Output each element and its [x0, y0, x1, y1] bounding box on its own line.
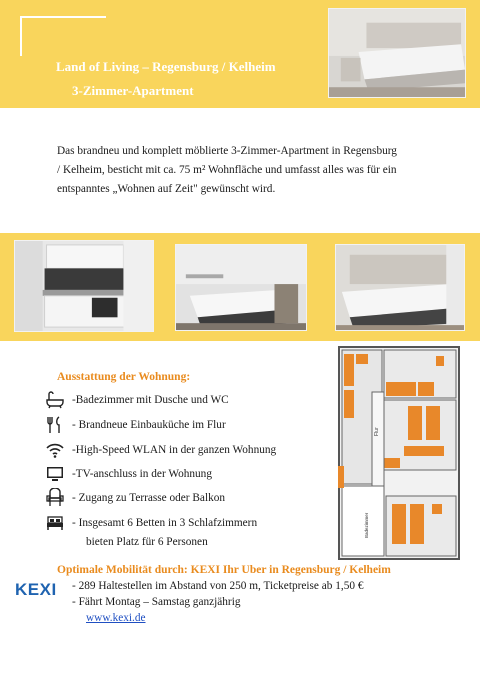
- bedroom-photo-double-bed: [335, 244, 465, 331]
- kitchen-photo: [14, 240, 154, 332]
- amenity-text: -TV-anschluss in der Wohnung: [72, 468, 212, 480]
- chair-icon: [44, 487, 66, 509]
- floorplan-label-flur: Flur: [374, 427, 380, 436]
- floorplan-label-bad: Badezimmer: [364, 512, 369, 538]
- amenity-beds: [44, 512, 257, 534]
- mobility-heading: Optimale Mobilität durch: KEXI Ihr Uber in Regensburg / Kelheim: [57, 564, 391, 576]
- amenity-text: - Zugang zu Terrasse oder Balkon: [72, 492, 226, 504]
- cutlery-icon: [44, 414, 66, 436]
- bedroom-photo-header: [328, 8, 466, 98]
- page-title: Land of Living – Regensburg / Kelheim: [56, 59, 276, 74]
- tv-icon: [44, 463, 66, 485]
- kexi-website-link[interactable]: www.kexi.de: [86, 612, 146, 624]
- amenity-tv: [44, 463, 212, 485]
- amenity-text: - Insgesamt 6 Betten in 3 Schlafzimmern: [72, 517, 258, 529]
- intro-text: Das brandneu und komplett möblierte 3-Zimmer-Apartment in Regensburg / Kelheim, besticht mit ca. 75 m² Wohnfläche und umfasst alles was für ein entspanntes „Wohnen auf Zeit" gewünscht wird.: [57, 145, 397, 195]
- amenity-beds-continuation: bieten Platz für 6 Personen: [86, 536, 208, 548]
- bedroom-photo-single-beds: [175, 244, 307, 331]
- floor-plan: [338, 346, 460, 560]
- amenity-wifi: [44, 439, 276, 461]
- amenity-bathroom: [44, 389, 229, 411]
- amenities-heading: Ausstattung der Wohnung:: [57, 371, 191, 383]
- bed-icon: [44, 512, 66, 534]
- amenity-kitchen: [44, 414, 226, 436]
- corner-decoration: [20, 16, 22, 56]
- kexi-logo: KEXI: [15, 580, 57, 599]
- amenity-text: -Badezimmer mit Dusche und WC: [72, 394, 229, 406]
- amenity-text: - Brandneue Einbauküche im Flur: [72, 419, 226, 431]
- bathtub-icon: [44, 389, 66, 411]
- mobility-bullet: - Fährt Montag – Samstag ganzjährig: [72, 596, 241, 608]
- amenity-text: -High-Speed WLAN in der ganzen Wohnung: [72, 444, 277, 456]
- corner-decoration-horizontal: [20, 16, 106, 18]
- page-subtitle: 3-Zimmer-Apartment: [72, 83, 194, 98]
- mobility-bullet: - 289 Haltestellen im Abstand von 250 m, Ticketpreise ab 1,50 €: [72, 580, 364, 592]
- amenity-terrace: [44, 487, 225, 509]
- wifi-icon: [44, 439, 66, 461]
